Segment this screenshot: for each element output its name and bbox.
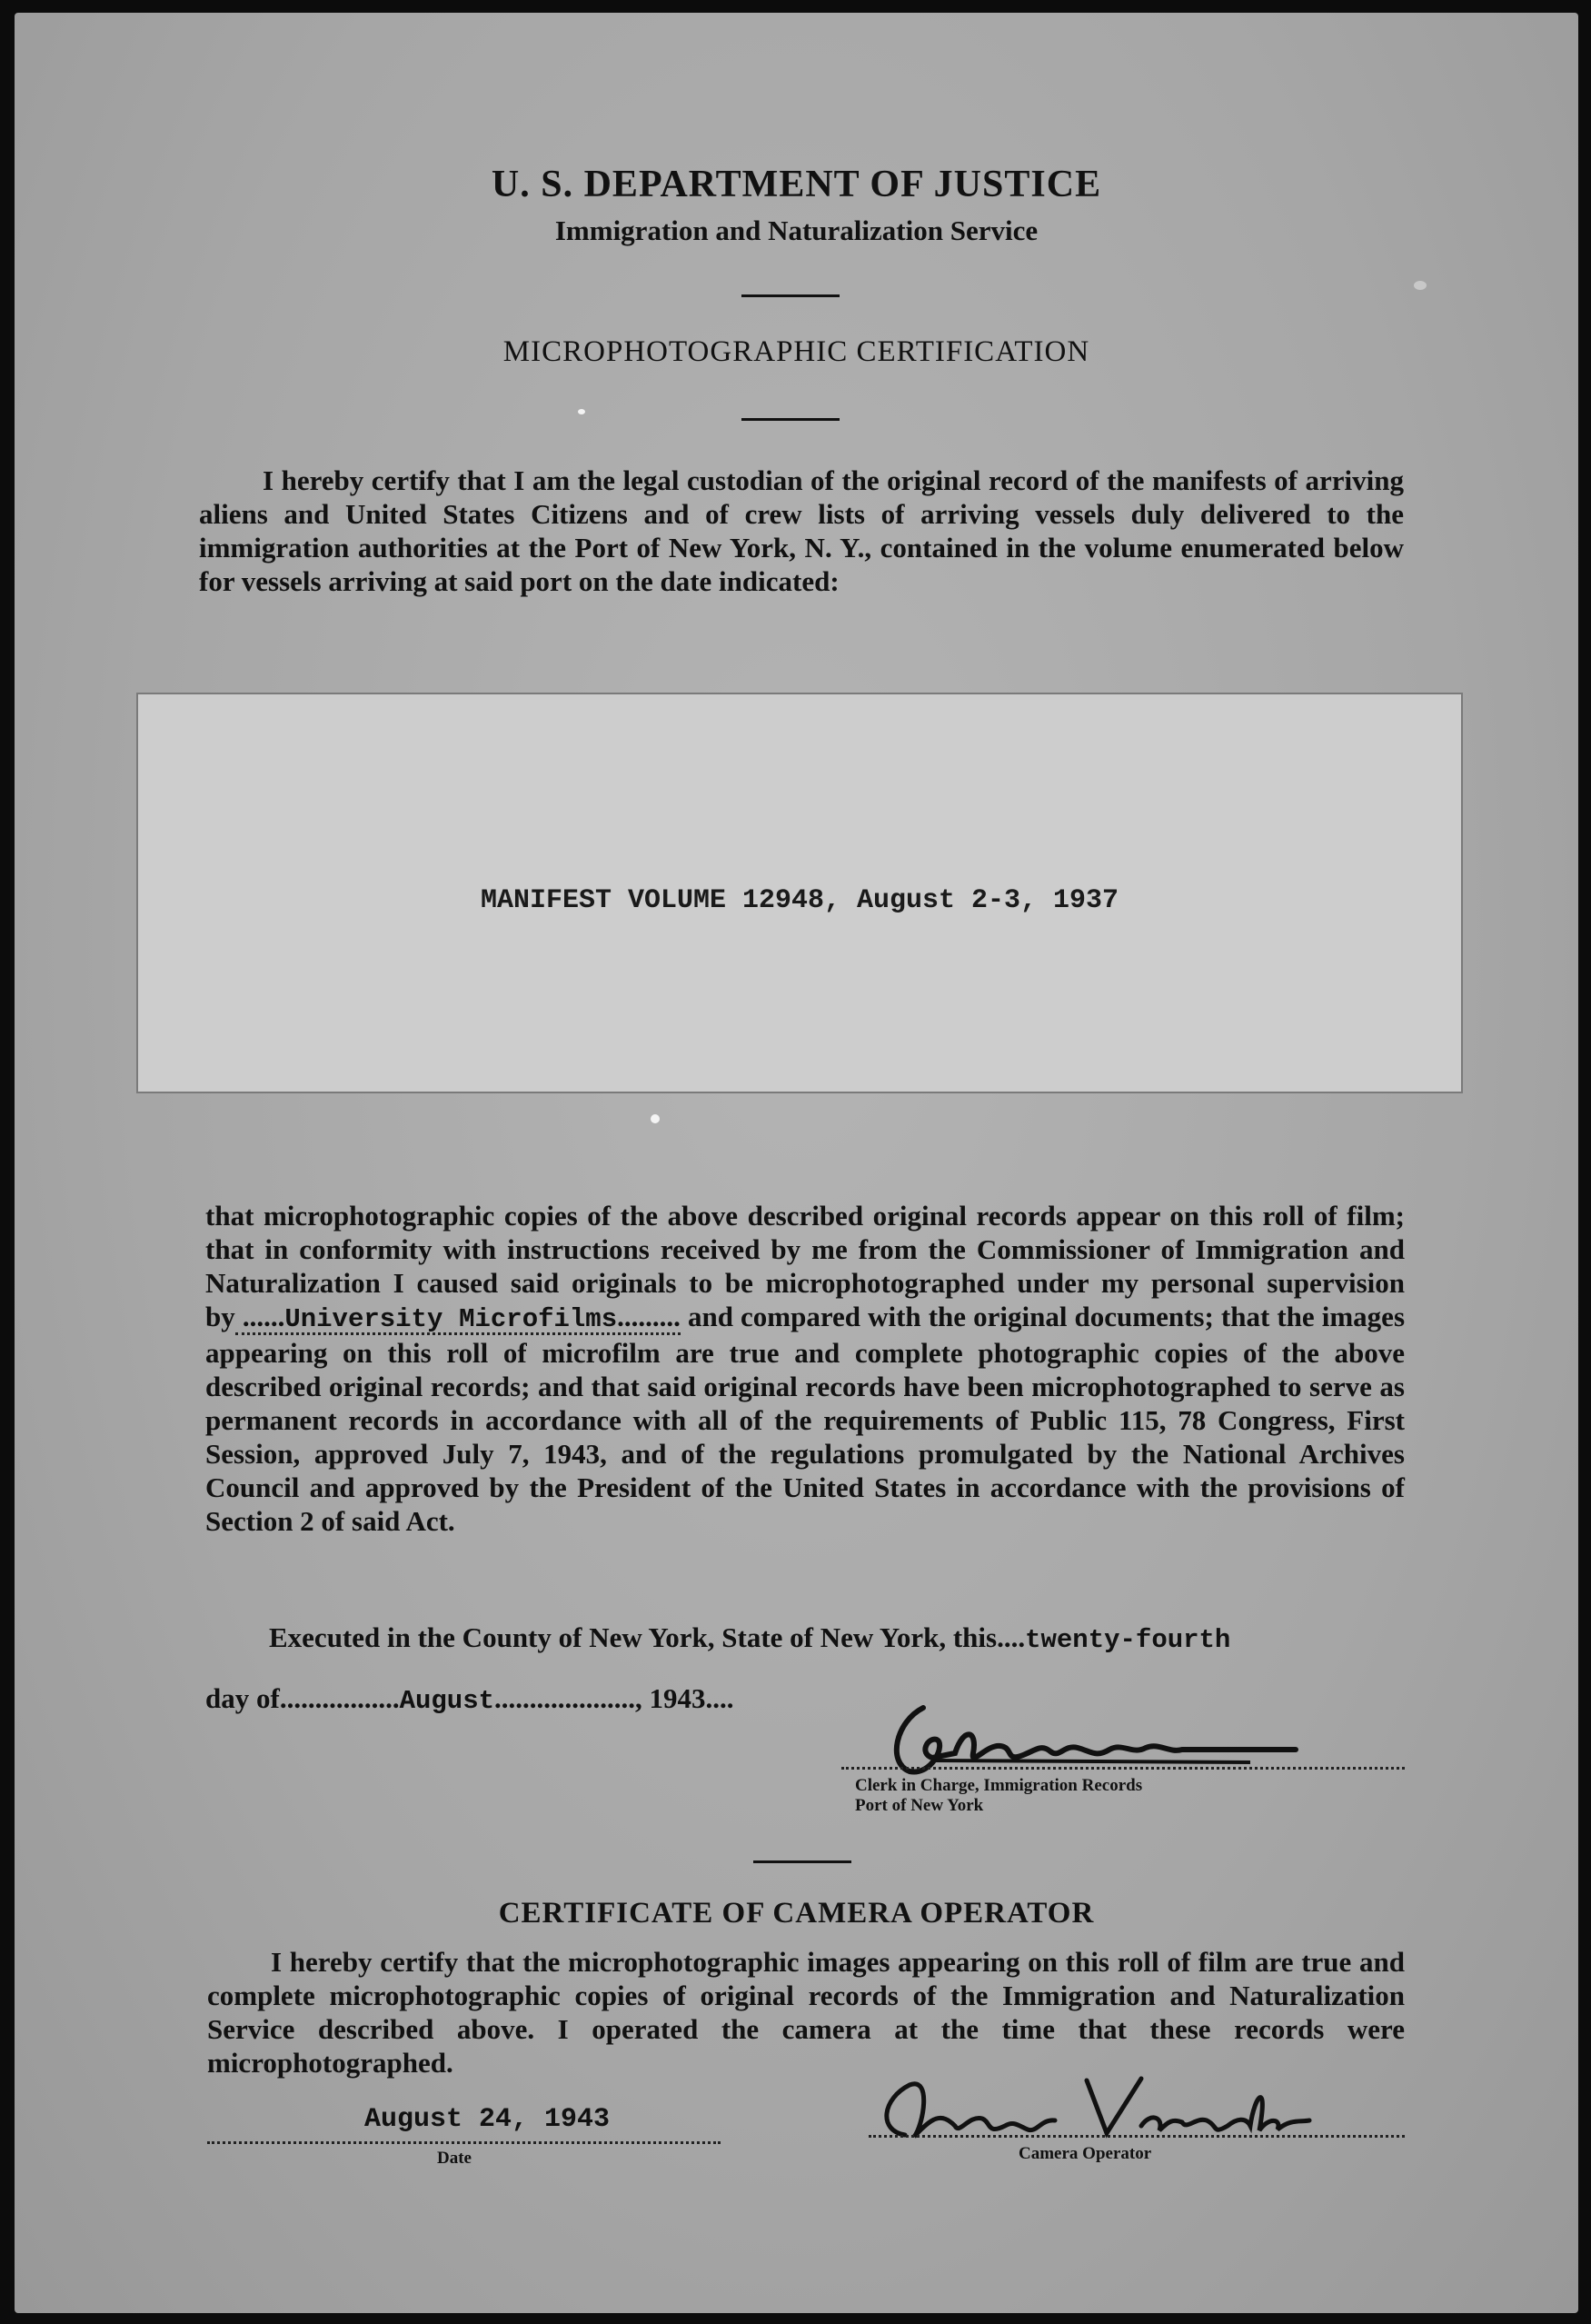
camera-paragraph — [207, 1945, 1405, 2080]
camera-certificate-title: CERTIFICATE OF CAMERA OPERATOR — [498, 1897, 1095, 1930]
divider-1 — [741, 294, 840, 297]
day-of-line: day of.................August...................., 1943.... — [205, 1682, 734, 1716]
certificate-sheet — [15, 13, 1578, 2313]
clerk-title-1: Clerk in Charge, Immigration Records — [855, 1776, 1143, 1795]
operator-signature — [869, 2062, 1323, 2153]
divider-3 — [753, 1860, 851, 1863]
divider-2 — [741, 418, 840, 421]
camera-text: I hereby certify that the microphotographic images appearing on this roll of film are true and complete microphotographic copies of original records of the Immigration and Naturalization Service described above. I operated the camera at the time that these records were microphotographed. — [207, 1946, 1405, 2079]
manifest-volume-text: MANIFEST VOLUME 12948, August 2-3, 1937 — [480, 885, 1119, 916]
photographer-name: University Microfilms — [284, 1304, 618, 1334]
camera-date-value: August 24, 1943 — [364, 2104, 611, 2135]
date-label: Date — [437, 2149, 472, 2168]
executed-year: , 1943 — [635, 1682, 706, 1714]
speck-3 — [1414, 281, 1427, 290]
certification-title: MICROPHOTOGRAPHIC CERTIFICATION — [502, 335, 1090, 368]
executed-line: Executed in the County of New York, State of New York, this....twenty-fourth — [269, 1621, 1231, 1655]
executed-prefix: Executed in the County of New York, State of New York, this — [269, 1621, 998, 1653]
executed-month-value: August — [399, 1686, 494, 1716]
clerk-signature-line — [841, 1767, 1405, 1770]
department-title: U. S. DEPARTMENT OF JUSTICE — [491, 164, 1102, 205]
day-of-label: day of — [205, 1682, 280, 1714]
speck-2 — [651, 1114, 660, 1123]
body-text-part2: and compared with the original documents; that the images appearing on this roll of microfilm are true and complete photographic copies of the above described original records; and that said original records have been microphotographed to serve as permanent records in accordance with all of the requirements of Public 115, 78 Congress, First Session, approved July 7, 1943, and of the regulations promulgated by the National Archives Council and approved by the President of the United States in accordance with the provisions of Section 2 of said Act. — [205, 1301, 1406, 1537]
clerk-signature — [869, 1690, 1314, 1790]
intro-text: I hereby certify that I am the legal custodian of the original record of the manifests of arriving aliens and United States Citizens and of crew lists of arriving vessels duly delivered to the immigration authorities at the Port of New York, N. Y., contained in the volume enumerated below for vessels arriving at said port on the date indicated: — [199, 464, 1404, 597]
body-text-part1: that microphotographic copies of the above described original records appear on this roll of film; that in conformity with instructions received by me from the Commissioner of Immigration and Naturalization I caused said originals to be microphotographed under my personal supervision by — [205, 1200, 1405, 1332]
speck-1 — [578, 409, 585, 414]
intro-paragraph — [199, 464, 1404, 598]
body-paragraph: that microphotographic copies of the above described original records appear on this roll of film; that in conformity with instructions received by me from the Commissioner of Immigration and Naturalization I caused said originals to be microphotographed under my personal supervision by ......University Microfilms......... and compared with the original documents; that the images appearing on this roll of microfilm are true and complete photographic copies of the above described original records; and that said original records have been microphotographed to serve as permanent records in accordance with all of the requirements of Public 115, 78 Congress, First Session, approved July 7, 1943, and of the regulations promulgated by the National Archives Council and approved by the President of the United States in accordance with the provisions of Section 2 of said Act. — [205, 1200, 1406, 1537]
volume-box — [136, 693, 1463, 1093]
service-subtitle: Immigration and Naturalization Service — [554, 214, 1039, 246]
date-line — [207, 2141, 721, 2144]
executed-day-value: twenty-fourth — [1025, 1625, 1231, 1655]
operator-label: Camera Operator — [1019, 2144, 1152, 2163]
clerk-title-2: Port of New York — [855, 1796, 984, 1815]
operator-line — [869, 2135, 1405, 2138]
